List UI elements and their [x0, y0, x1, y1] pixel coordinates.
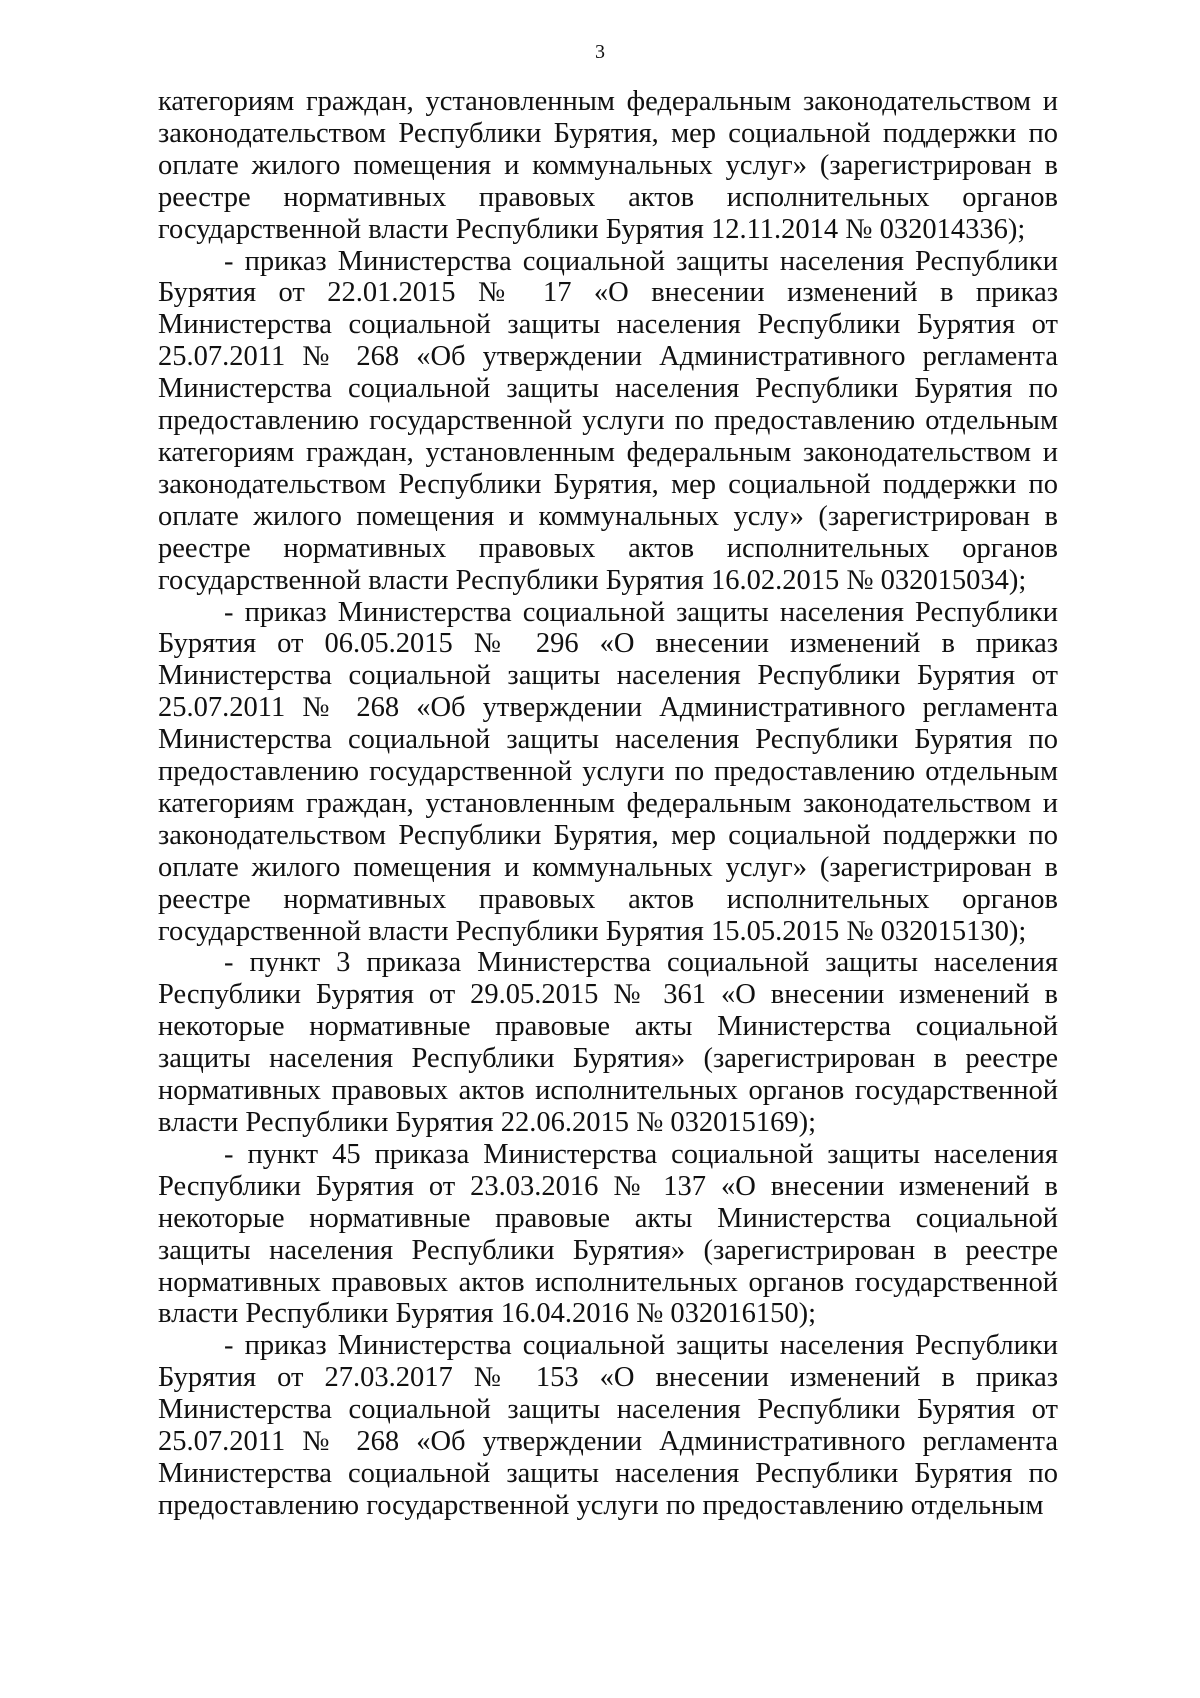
paragraph-list-item: - пункт 3 приказа Министерства социальной защиты населения Республики Бурятия от 29.05.2015 № 361 «О внесении изменений в некоторые нормативные правовые акты Министерства социальной защиты населения Республики Бурятия» (зарегистрирован в реестре нормативных правовых актов исполнительных органов государственной власти Республики Бурятия 22.06.2015 № 032015169); [158, 947, 1058, 1138]
document-body [158, 86, 1058, 1522]
page-number: 3 [595, 41, 605, 63]
paragraph-list-item: - приказ Министерства социальной защиты населения Республики Бурятия от 06.05.2015 № 296 «О внесении изменений в приказ Министерства социальной защиты населения Республики Бурятия от 25.07.2011 № 268 «Об утверждении Административного регламента Министерства социальной защиты населения Республики Бурятия по предоставлению государственной услуги по предоставлению отдельным категориям граждан, установленным федеральным законодательством и законодательством Республики Бурятия, мер социальной поддержки по оплате жилого помещения и коммунальных услуг» (зарегистрирован в реестре нормативных правовых актов исполнительных органов государственной власти Республики Бурятия 15.05.2015 № 032015130); [158, 596, 1058, 947]
paragraph-list-item: - приказ Министерства социальной защиты населения Республики Бурятия от 27.03.2017 № 153 «О внесении изменений в приказ Министерства социальной защиты населения Республики Бурятия от 25.07.2011 № 268 «Об утверждении Административного регламента Министерства социальной защиты населения Республики Бурятия по предоставлению государственной услуги по предоставлению отдельным [158, 1330, 1058, 1521]
paragraph-list-item: - пункт 45 приказа Министерства социальной защиты населения Республики Бурятия от 23.03.2016 № 137 «О внесении изменений в некоторые нормативные правовые акты Министерства социальной защиты населения Республики Бурятия» (зарегистрирован в реестре нормативных правовых актов исполнительных органов государственной власти Республики Бурятия 16.04.2016 № 032016150); [158, 1138, 1058, 1330]
paragraph-list-item: - приказ Министерства социальной защиты населения Республики Бурятия от 22.01.2015 № 17 «О внесении изменений в приказ Министерства социальной защиты населения Республики Бурятия от 25.07.2011 № 268 «Об утверждении Административного регламента Министерства социальной защиты населения Республики Бурятия по предоставлению государственной услуги по предоставлению отдельным категориям граждан, установленным федеральным законодательством и законодательством Республики Бурятия, мер социальной поддержки по оплате жилого помещения и коммунальных услу» (зарегистрирован в реестре нормативных правовых актов исполнительных органов государственной власти Республики Бурятия 16.02.2015 № 032015034); [158, 245, 1058, 596]
paragraph-continuation: категориям граждан, установленным федеральным законодательством и законодательством Республики Бурятия, мер социальной поддержки по оплате жилого помещения и коммунальных услуг» (зарегистрирован в реестре нормативных правовых актов исполнительных органов государственной власти Республики Бурятия 12.11.2014 № 032014336); [158, 86, 1058, 245]
